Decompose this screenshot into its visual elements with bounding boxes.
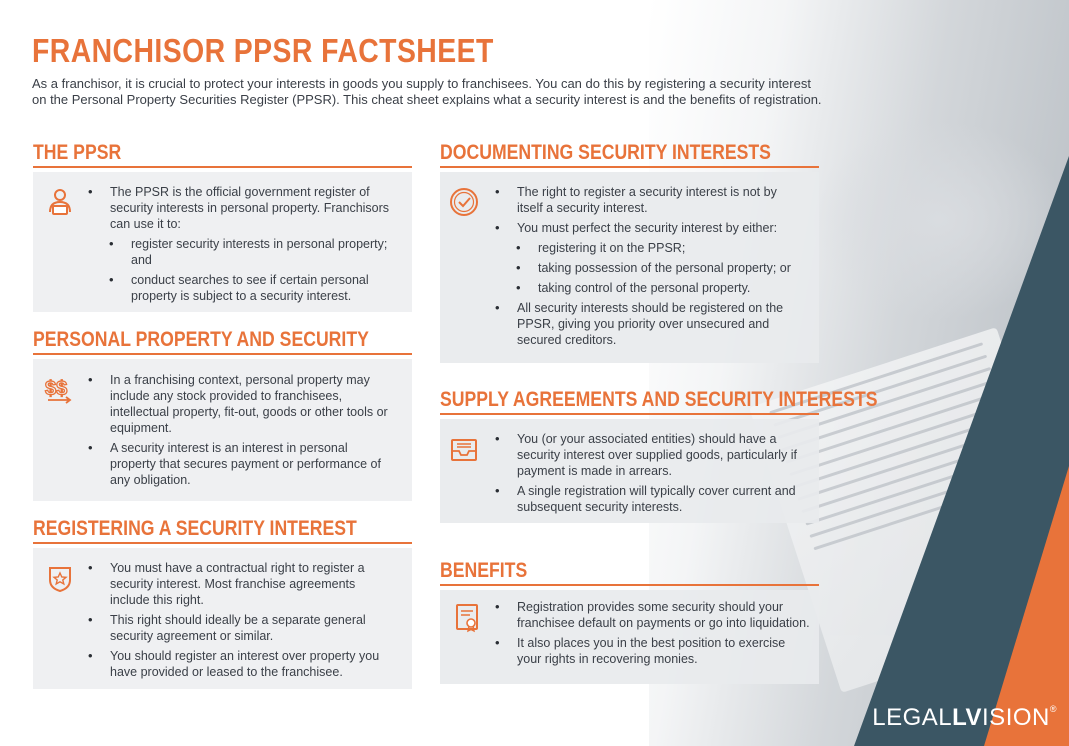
list-item: • In a franchising context, personal property may include any stock provided to franchisees, intellectual property, fit-out, goods or other tools or equipment. <box>110 372 395 436</box>
intro-paragraph: As a franchisor, it is crucial to protect your interests in goods you supply to franchisees. You can do this by registering a security interest on the Personal Property Securities Register (PPSR). This cheat sheet explains what a security interest is and the benefits of registration. <box>32 76 822 107</box>
check-circle-icon <box>448 186 480 218</box>
list-item: • register security interests in personal property; and <box>131 236 400 268</box>
list-item: • Registration provides some security should your franchisee default on payments or go into liquidation. <box>517 599 812 631</box>
dollar-signs-icon <box>44 374 76 406</box>
section-heading-ppsr: THE PPSR <box>33 141 122 164</box>
section-heading-supply: SUPPLY AGREEMENTS AND SECURITY INTERESTS <box>440 388 878 411</box>
section-heading-personal-property: PERSONAL PROPERTY AND SECURITY <box>33 328 369 351</box>
list-item: • You should register an interest over property you have provided or leased to the franchisee. <box>110 648 395 680</box>
person-laptop-icon <box>44 186 76 218</box>
section-rule <box>440 166 819 168</box>
list-item: • A single registration will typically cover current and subsequent security interests. <box>517 483 807 515</box>
page-title: FRANCHISOR PPSR FACTSHEET <box>32 32 494 69</box>
certificate-icon <box>452 602 484 634</box>
inbox-tray-icon <box>448 434 480 466</box>
list-item: • The PPSR is the official government register of security interests in personal property. Franchisors can use it to: • register security interests in personal property; and • conduct searches to see if certain personal property is subject to a security interest. <box>110 184 400 304</box>
section-rule <box>33 353 412 355</box>
badge-star-icon <box>44 562 76 594</box>
list-item: • You must have a contractual right to register a security interest. Most franchise agreements include this right. <box>110 560 395 608</box>
section-heading-benefits: BENEFITS <box>440 559 528 582</box>
list-item: • taking possession of the personal property; or <box>538 260 802 276</box>
list-item: • The right to register a security interest is not by itself a security interest. <box>517 184 802 216</box>
section-rule <box>33 166 412 168</box>
list-item: • You must perfect the security interest by either: • registering it on the PPSR; • taking possession of the personal property; or • taking control of the personal property. <box>517 220 802 296</box>
brand-logo: LEGALLVISION® <box>872 704 1057 731</box>
list-item: • All security interests should be registered on the PPSR, giving you priority over unsecured and secured creditors. <box>517 300 802 348</box>
section-rule <box>440 584 819 586</box>
section-rule <box>440 413 819 415</box>
list-item: • taking control of the personal property. <box>538 280 802 296</box>
supply-list <box>517 431 807 519</box>
list-item: • conduct searches to see if certain personal property is subject to a security interest. <box>131 272 400 304</box>
list-item: • This right should ideally be a separate general security agreement or similar. <box>110 612 395 644</box>
ppsr-list <box>110 184 400 308</box>
list-item: • A security interest is an interest in personal property that secures payment or performance of any obligation. <box>110 440 395 488</box>
list-item: • It also places you in the best position to exercise your rights in recovering monies. <box>517 635 812 667</box>
section-heading-documenting: DOCUMENTING SECURITY INTERESTS <box>440 141 771 164</box>
section-rule <box>33 542 412 544</box>
personal-property-list <box>110 372 395 492</box>
benefits-list <box>517 599 812 671</box>
registering-list <box>110 560 395 684</box>
list-item: • registering it on the PPSR; <box>538 240 802 256</box>
section-heading-registering: REGISTERING A SECURITY INTEREST <box>33 517 357 540</box>
svg-text:$$: $$ <box>45 378 68 400</box>
list-item: • You (or your associated entities) should have a security interest over supplied goods, particularly if payment is made in arrears. <box>517 431 807 479</box>
documenting-list <box>517 184 802 352</box>
